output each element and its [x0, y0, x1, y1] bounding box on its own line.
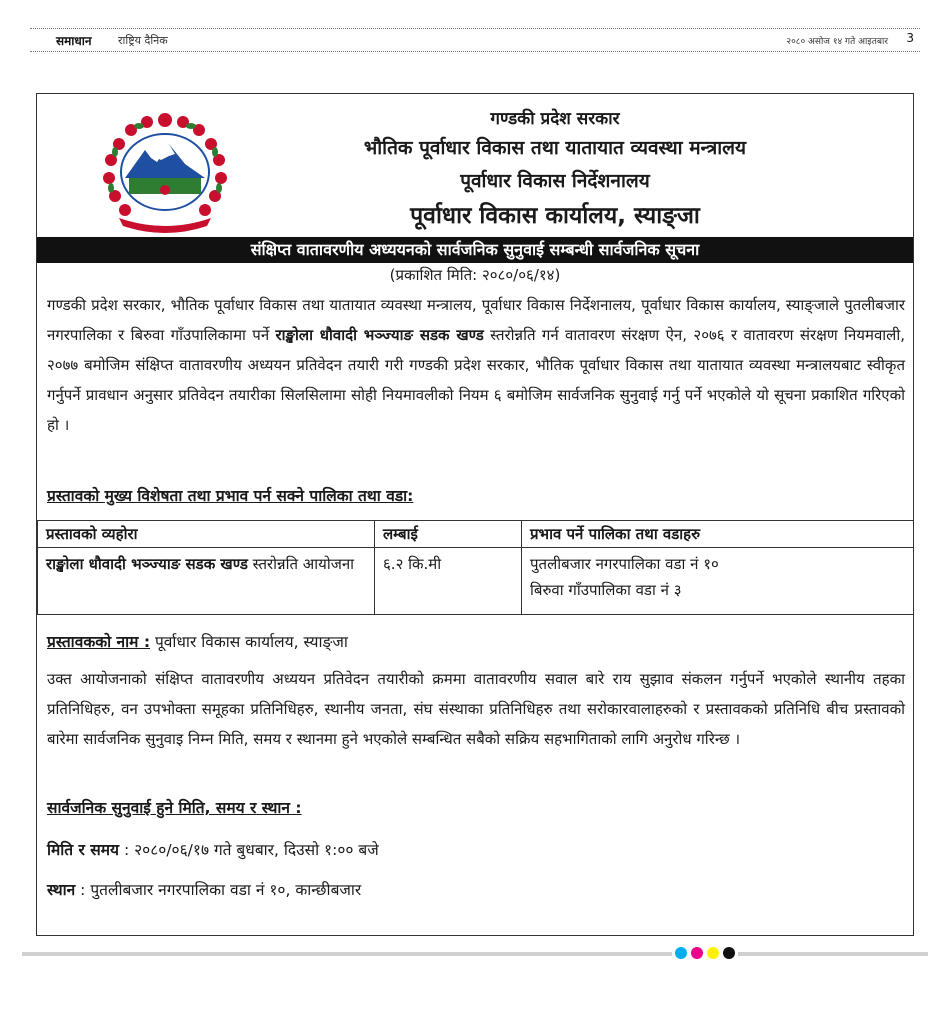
page-number: 3 — [906, 31, 914, 45]
cell-wards — [522, 548, 914, 615]
public-notice — [36, 93, 914, 936]
proposer-line — [47, 630, 348, 652]
place-line — [47, 878, 361, 900]
features-heading: प्रस्तावको मुख्य विशेषता तथा प्रभाव पर्न सक्ने पालिका तथा वडा: — [47, 487, 414, 505]
cell-length: ६.२ कि.मी — [375, 548, 522, 615]
intro-road-name: राङ्खोला धौवादी भञ्ज्याङ सडक खण्ड — [275, 326, 484, 344]
ward-item: पुतलीबजार नगरपालिका वडा नं १० — [530, 555, 719, 573]
place-label: स्थान — [47, 881, 76, 899]
col-header-length: लम्बाई — [375, 521, 522, 548]
proposer-label: प्रस्तावकको नाम : — [47, 633, 151, 651]
org-line-ministry: भौतिक पूर्वाधार विकास तथा यातायात व्यवस्था मन्त्रालय — [363, 137, 747, 159]
notice-title: संक्षिप्त वातावरणीय अध्ययनको सार्वजनिक सुनुवाई सम्बन्धी सार्वजनिक सूचना — [37, 237, 913, 263]
paper-date: २०८० असोज १४ गते आइतबार — [786, 37, 888, 47]
col-header-affected-wards: प्रभाव पर्ने पालिका तथा वडाहरु — [522, 521, 914, 548]
cmyk-registration-icon — [674, 946, 736, 960]
cell-description — [38, 548, 375, 615]
datetime-line — [47, 838, 379, 860]
project-table — [37, 520, 914, 615]
footer-rule-left — [22, 952, 672, 956]
hearing-heading: सार्वजनिक सुनुवाई हुने मिति, समय र स्थान : — [47, 799, 302, 817]
cell-road-name: राङ्खोला धौवादी भञ्ज्याङ सडक खण्ड — [46, 555, 248, 573]
paper-subtitle: राष्ट्रिय दैनिक — [118, 34, 168, 47]
cell-project-type: स्तरोन्नति आयोजना — [247, 555, 355, 573]
datetime-value: : २०८०/०६/१७ गते बुधबार, दिउसो १:०० बजे — [119, 841, 379, 859]
table-header-row — [38, 521, 914, 548]
ward-item: बिरुवा गाँउपालिका वडा नं ३ — [530, 581, 682, 599]
intro-text-b: स्तरोन्नति गर्न वातावरण संरक्षण ऐन, २०७६ र वातावरण संरक्षण नियमवाली, २०७७ बमोजिम संक्षिप्त वातावरणीय अध्ययन प्रतिवेदन तयारी गरी गण्डकी प्रदेश सरकार, भौतिक पूर्वाधार विकास तथा यातायात व्यवस्था मन्त्रालयबाट स्वीकृत गर्नुपर्ने प्रावधान अनुसार प्रतिवेदन तयारीका सिलसिलामा सोही नियमावलीको नियम ६ बमोजिम सार्वजनिक सुनुवाई गर्नु पर्ने भएकोले यो सूचना प्रकाशित गरिएको हो । — [47, 326, 905, 434]
org-line-directorate: पूर्वाधार विकास निर्देशनालय — [460, 170, 650, 192]
intro-text-a: गण्डकी प्रदेश सरकार, भौतिक पूर्वाधार विकास तथा यातायात व्यवस्था मन्त्रालय, पूर्वाधार विकास निर्देशनालय, पूर्वाधार विकास कार्यालय, स्याङ्जाले पुतलीबजार नगरपालिका र बिरुवा गाँउपालिकामा पर्ने — [47, 296, 905, 344]
table-row — [38, 548, 914, 615]
published-date: (प्रकाशित मिति: २०८०/०६/१४) — [389, 266, 561, 284]
col-header-description: प्रस्तावको व्यहोरा — [38, 521, 375, 548]
newspaper-header — [30, 28, 920, 52]
footer-rule-right — [738, 952, 928, 956]
datetime-label: मिति र समय — [47, 841, 120, 859]
org-line-office: पूर्वाधार विकास कार्यालय, स्याङ्जा — [410, 203, 700, 229]
intro-paragraph — [47, 290, 905, 440]
hearing-paragraph: उक्त आयोजनाको संक्षिप्त वातावरणीय अध्ययन प्रतिवेदन तयारीको क्रममा वातावरणीय सवाल बारे राय सुझाव संकलन गर्नुपर्ने भएकोले स्थानीय तहका प्रतिनिधिहरु, वन उपभोक्ता समूहका प्रतिनिधिहरु, स्थानीय जनता, संघ संस्थाका प्रतिनिधिहरु तथा सरोकारवालाहरुको र प्रस्तावकको प्रतिनिधि बीच प्रस्तावको बारेमा सार्वजनिक सुनुवाइ निम्न मिति, समय र स्थानमा हुने भएकोले सम्बन्धित सबैको सक्रिय सहभागिताको लागि अनुरोध गरिन्छ । — [47, 670, 905, 748]
proposer-value: पूर्वाधार विकास कार्यालय, स्याङ्जा — [150, 633, 348, 651]
paper-name: समाधान — [56, 34, 92, 48]
place-value: : पुतलीबजार नगरपालिका वडा नं १०, कान्छीबजार — [75, 881, 362, 899]
org-line-province: गण्डकी प्रदेश सरकार — [490, 109, 620, 129]
